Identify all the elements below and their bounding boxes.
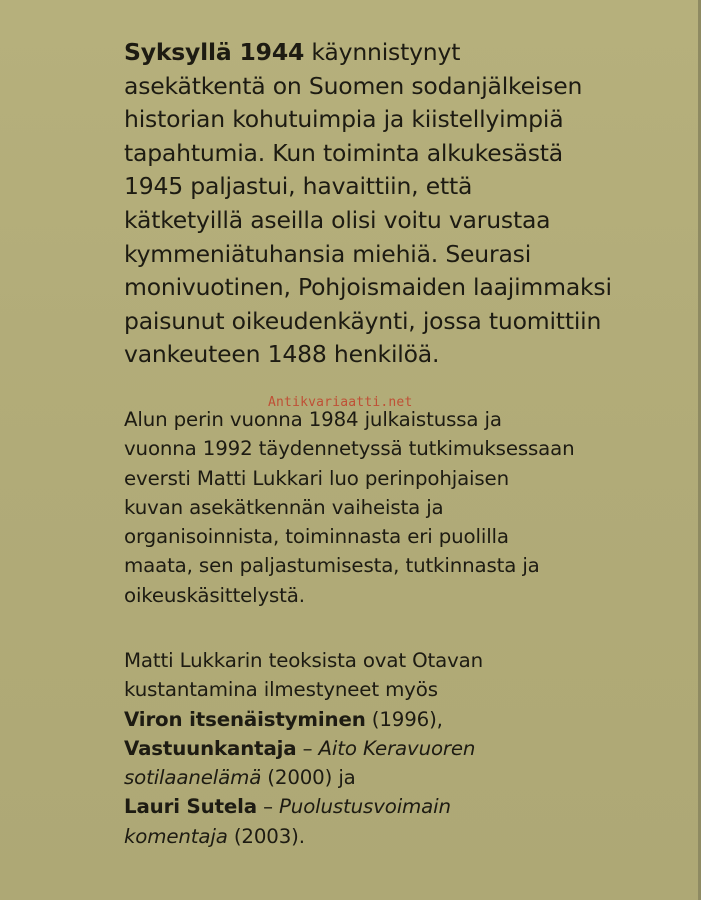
book-title: Viron itsenäistyminen (124, 707, 366, 731)
description-line: maata, sen paljastumisesta, tutkinnasta ja (124, 554, 540, 578)
intro-line: paisunut oikeudenkäynti, jossa tuomittiin (124, 306, 602, 335)
intro-line: tapahtumia. Kun toiminta alkukesästä (124, 138, 563, 167)
intro-line: vankeuteen 1488 henkilöä. (124, 340, 440, 369)
works-line (124, 763, 684, 792)
works-line (124, 705, 684, 734)
intro-line: kätketyillä aseilla olisi voitu varustaa (124, 205, 551, 234)
book-subtitle: Aito Keravuoren (318, 736, 476, 760)
description-line: oikeuskäsittelystä. (124, 583, 305, 607)
book-title: Vastuunkantaja (124, 736, 297, 760)
watermark-text: Antikvariaatti.net (268, 395, 413, 410)
intro-line: kymmeniätuhansia miehiä. Seurasi (124, 239, 532, 268)
works-line: Matti Lukkarin teoksista ovat Otavan (124, 649, 483, 672)
works-line: kustantamina ilmestyneet myös (124, 678, 438, 702)
works-line (124, 792, 684, 821)
dash: – (296, 736, 319, 760)
author-works-paragraph (124, 646, 684, 851)
intro-line: asekätkentä on Suomen sodanjälkeisen (124, 71, 583, 100)
description-line: organisoinnista, toiminnasta eri puolilla (124, 525, 509, 549)
dash: – (257, 795, 280, 819)
description-line: eversti Matti Lukkari luo perinpohjaisen (124, 466, 509, 490)
book-year: (1996), (365, 707, 443, 731)
intro-line: historian kohutuimpia ja kiistellyimpiä (124, 105, 564, 134)
intro-bold-lead: Syksyllä 1944 (124, 38, 305, 66)
book-subtitle: sotilaanelämä (124, 766, 262, 790)
intro-line: monivuotinen, Pohjoismaiden laajimmaksi (124, 273, 612, 302)
intro-line (124, 36, 684, 70)
book-subtitle: komentaja (124, 824, 228, 848)
intro-paragraph (124, 36, 684, 372)
intro-line: 1945 paljastui, havaittiin, että (124, 172, 473, 201)
book-title: Lauri Sutela (124, 795, 257, 819)
description-paragraph (124, 405, 684, 610)
intro-line1-rest: käynnistynyt (304, 38, 461, 66)
description-line: vuonna 1992 täydennetyssä tutkimuksessaan (124, 437, 575, 461)
book-subtitle: Puolustusvoimain (279, 795, 451, 819)
book-year: (2000) ja (261, 766, 356, 790)
description-line: kuvan asekätkennän vaiheista ja (124, 495, 444, 519)
description-line: Alun perin vuonna 1984 julkaistussa ja (124, 408, 502, 431)
works-line (124, 734, 684, 763)
works-line (124, 822, 684, 851)
book-year: (2003). (227, 824, 305, 848)
